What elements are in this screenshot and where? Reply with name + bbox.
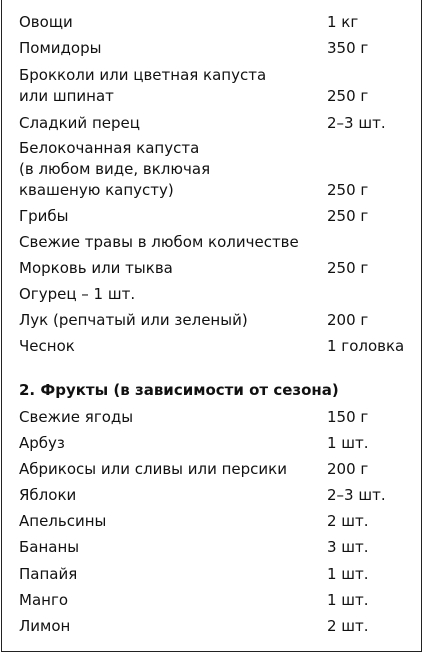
item-name: Яблоки — [19, 486, 77, 504]
item-name: Свежие ягоды — [19, 408, 134, 426]
item-name: Абрикосы или сливы или персики — [19, 460, 287, 478]
item-qty: 250 г — [327, 207, 369, 225]
item-qty: 350 г — [327, 39, 369, 57]
item-qty: 2 шт. — [327, 512, 369, 530]
item-qty: 250 г — [327, 87, 369, 105]
item-name: Грибы — [19, 207, 69, 225]
item-name: Лук (репчатый или зеленый) — [19, 311, 248, 329]
item-name: Лимон — [19, 617, 71, 635]
item-qty: 2–3 шт. — [327, 114, 386, 132]
item-name: Огурец – 1 шт. — [19, 285, 136, 303]
item-name: Морковь или тыква — [19, 259, 173, 277]
item-qty: 1 кг — [327, 13, 359, 31]
item-name: Овощи — [19, 13, 73, 31]
item-name: Бананы — [19, 538, 80, 556]
item-qty: 200 г — [327, 460, 369, 478]
item-name: Апельсины — [19, 512, 107, 530]
item-qty: 250 г — [327, 259, 369, 277]
item-qty: 2 шт. — [327, 617, 369, 635]
section-title: 2. Фрукты (в зависимости от сезона) — [19, 381, 339, 399]
item-name: Арбуз — [19, 434, 65, 452]
item-qty: 250 г — [327, 181, 369, 199]
item-qty: 3 шт. — [327, 538, 369, 556]
item-qty: 200 г — [327, 311, 369, 329]
item-qty: 150 г — [327, 408, 369, 426]
item-qty: 2–3 шт. — [327, 486, 386, 504]
item-name: Белокочанная капуста (в любом виде, включая квашеную капусту) — [19, 139, 211, 199]
item-qty: 1 шт. — [327, 591, 369, 609]
item-name: Помидоры — [19, 39, 102, 57]
item-name: Брокколи или цветная капуста или шпинат — [19, 66, 267, 105]
item-qty: 1 шт. — [327, 565, 369, 583]
item-name: Свежие травы в любом количестве — [19, 233, 299, 251]
item-name: Чеснок — [19, 337, 75, 355]
item-qty: 1 шт. — [327, 434, 369, 452]
item-name: Папайя — [19, 565, 78, 583]
item-name: Сладкий перец — [19, 114, 140, 132]
item-qty: 1 головка — [327, 337, 405, 355]
item-name: Манго — [19, 591, 68, 609]
